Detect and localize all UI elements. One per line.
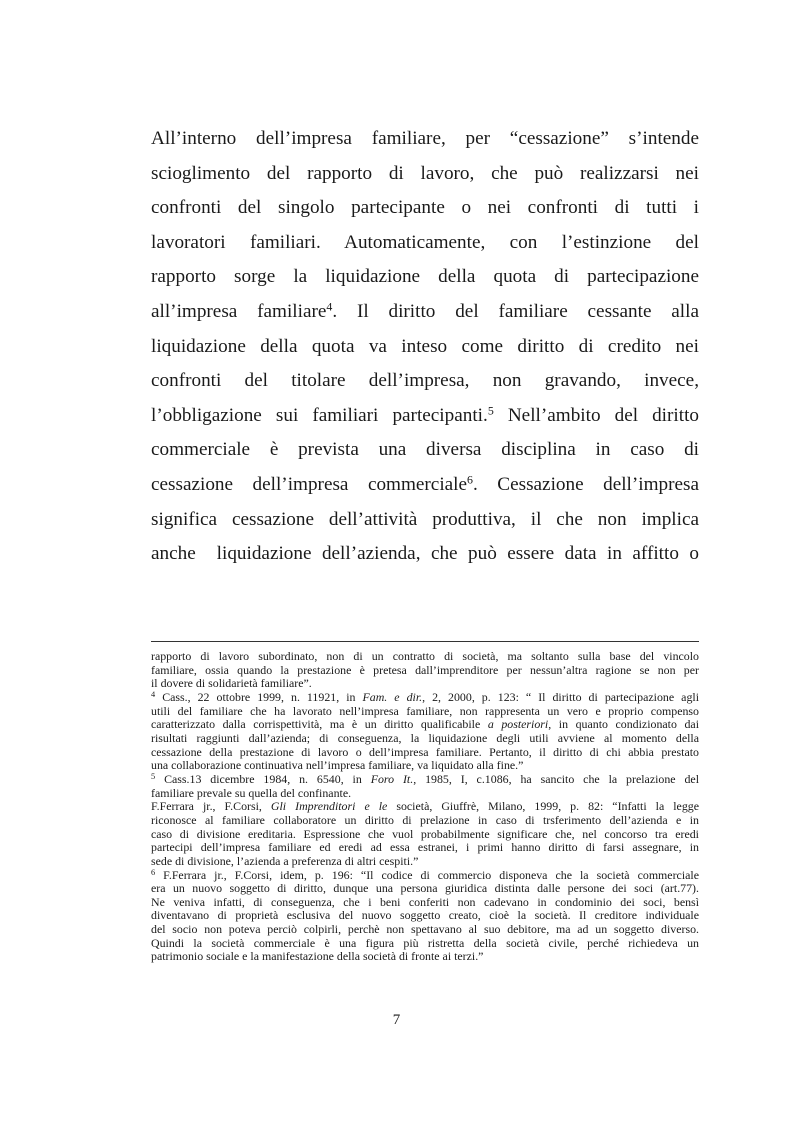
footnote-6: $^6$ F.Ferrara jr., F.Corsi, idem, p. 196: “Il codice di commercio disponeva che la società commerciale	[151, 867, 699, 882]
footnote-line: cessazione della prestazione di lavoro o dell’impresa familiare. Pertanto, il diritto di chi abbia prestato	[151, 744, 699, 759]
text-line: cessazione dell’impresa commerciale$^6$. Cessazione dell’impresa	[151, 472, 700, 495]
footnote-line: utili del familiare che ha lavorato nell’impresa familiare, non rappresenta un vero e proprio compenso	[151, 703, 699, 718]
text-line: anche liquidazione dell’azienda, che può essere data in affitto o	[151, 543, 699, 565]
page-number: 7	[392, 1012, 401, 1028]
footnote-line: Ne veniva infatti, di conseguenza, che i beni conferiti non cadevano in condominio dei soci, bensì	[151, 894, 699, 909]
text-line: All’interno dell’impresa familiare, per “cessazione” s’intende	[151, 128, 699, 149]
footnote-ref-4: 4	[326, 299, 333, 314]
text-line: liquidazione della quota va inteso come diritto di credito nei	[151, 335, 699, 357]
text-line: l’obbligazione sui familiari partecipanti.$^5$ Nell’ambito del diritto	[151, 403, 699, 426]
footnote-line: familiare prevale su quella del confinante.	[151, 785, 352, 800]
footnote-line: F.Ferrara jr., F.Corsi, Gli Imprenditori e le società, Giuffrè, Milano, 1999, p. 82: “Infatti la legge	[151, 799, 699, 814]
text-line: rapporto sorge la liquidazione della quota di partecipazione	[151, 266, 699, 288]
footnote-line: diventavano di proprietà esclusiva del nuovo soggetto creato, cioè la società. Il creditore individuale	[151, 908, 699, 923]
footnote-marker: 6	[151, 867, 156, 877]
footnote-line: risultati raggiunti dall’azienda; di conseguenza, la liquidazione degli utili avviene al momento della	[151, 730, 699, 745]
footnote-5: $^5$ Cass.13 dicembre 1984, n. 6540, in Foro It., 1985, I, c.1086, ha sancito che la prelazione del	[151, 771, 699, 786]
footnote-separator	[151, 641, 699, 642]
footnotes-block	[151, 650, 699, 964]
footnote-line: una collaborazione continuativa nell’impresa familiare, va liquidato alla fine.”	[151, 758, 524, 773]
citation-title: Fam. e dir.	[362, 689, 423, 704]
main-paragraph	[151, 122, 699, 572]
book-title: Gli Imprenditori e le	[270, 799, 388, 814]
footnote-marker: 5	[151, 771, 156, 781]
footnote-line: Quindi la società commerciale è una figura più ristretta della società civile, perché richiedeva un	[151, 935, 699, 950]
text-line: commerciale è prevista una diversa disciplina in caso di	[151, 439, 699, 461]
footnote-line: il dovere di solidarietà familiare”.	[151, 676, 312, 691]
text-line: scioglimento del rapporto di lavoro, che può realizzarsi nei	[151, 162, 699, 184]
footnote-ref-5: 5	[487, 403, 494, 418]
text-line: all’impresa familiare$^4$. Il diritto del familiare cessante alla	[151, 299, 699, 322]
footnote-line: patrimonio sociale e la manifestazione della società di fronte ai terzi.”	[151, 949, 484, 964]
footnote-line: riconosce al familiare collaboratore un diritto di prelazione in caso di trsferimento dell’azienda e in	[151, 812, 699, 827]
footnote-4: $^4$ Cass., 22 ottobre 1999, n. 11921, in Fam. e dir., 2, 2000, p. 123: “ Il diritto di partecipazione agli	[151, 689, 699, 704]
latin-term: a posteriori	[487, 717, 549, 732]
footnote-line: era un nuovo soggetto di diritto, dunque una persona giuridica distinta dalle persone dei soci (art.77).	[151, 881, 699, 896]
footnote-ref-6: 6	[467, 472, 473, 487]
footnote-line: caratterizzato dalla corrispettività, ma è un diritto qualificabile a posteriori, in quanto condizionato dai	[151, 717, 700, 732]
footnote-marker: 4	[151, 689, 156, 699]
footnote-line: sede di divisione, l’azienda a preferenza di altri cespiti.”	[151, 853, 419, 868]
text-line: lavoratori familiari. Automaticamente, con l’estinzione del	[151, 231, 699, 253]
footnote-line: caso di divisione ereditaria. Espressione che vuol probabilmente significare che, nel concorso tra eredi	[151, 826, 699, 841]
footnote-line: familiare, ossia quando la prestazione è pretesa dall’imprenditore per nessun’altra ragione se non per	[151, 662, 699, 677]
text-line: confronti del titolare dell’impresa, non gravando, invece,	[151, 370, 699, 392]
text-line: significa cessazione dell’attività produttiva, il che non implica	[151, 508, 699, 530]
footnote-line: partecipi dell’impresa familiare ed eredi ad essa estranei, i primi hanno diritto di farsi assegnare, in	[151, 840, 699, 855]
footnote-line: del socio non poteva perciò colpirli, perchè non spettavano al suo debitore, ma ad un soggetto diverso.	[151, 922, 699, 937]
footnote-line: rapporto di lavoro subordinato, non di un contratto di società, ma soltanto sulla base del vincolo	[151, 649, 699, 663]
citation-title: Foro It.	[370, 771, 414, 786]
text-line: confronti del singolo partecipante o nei confronti di tutti i	[151, 197, 699, 219]
